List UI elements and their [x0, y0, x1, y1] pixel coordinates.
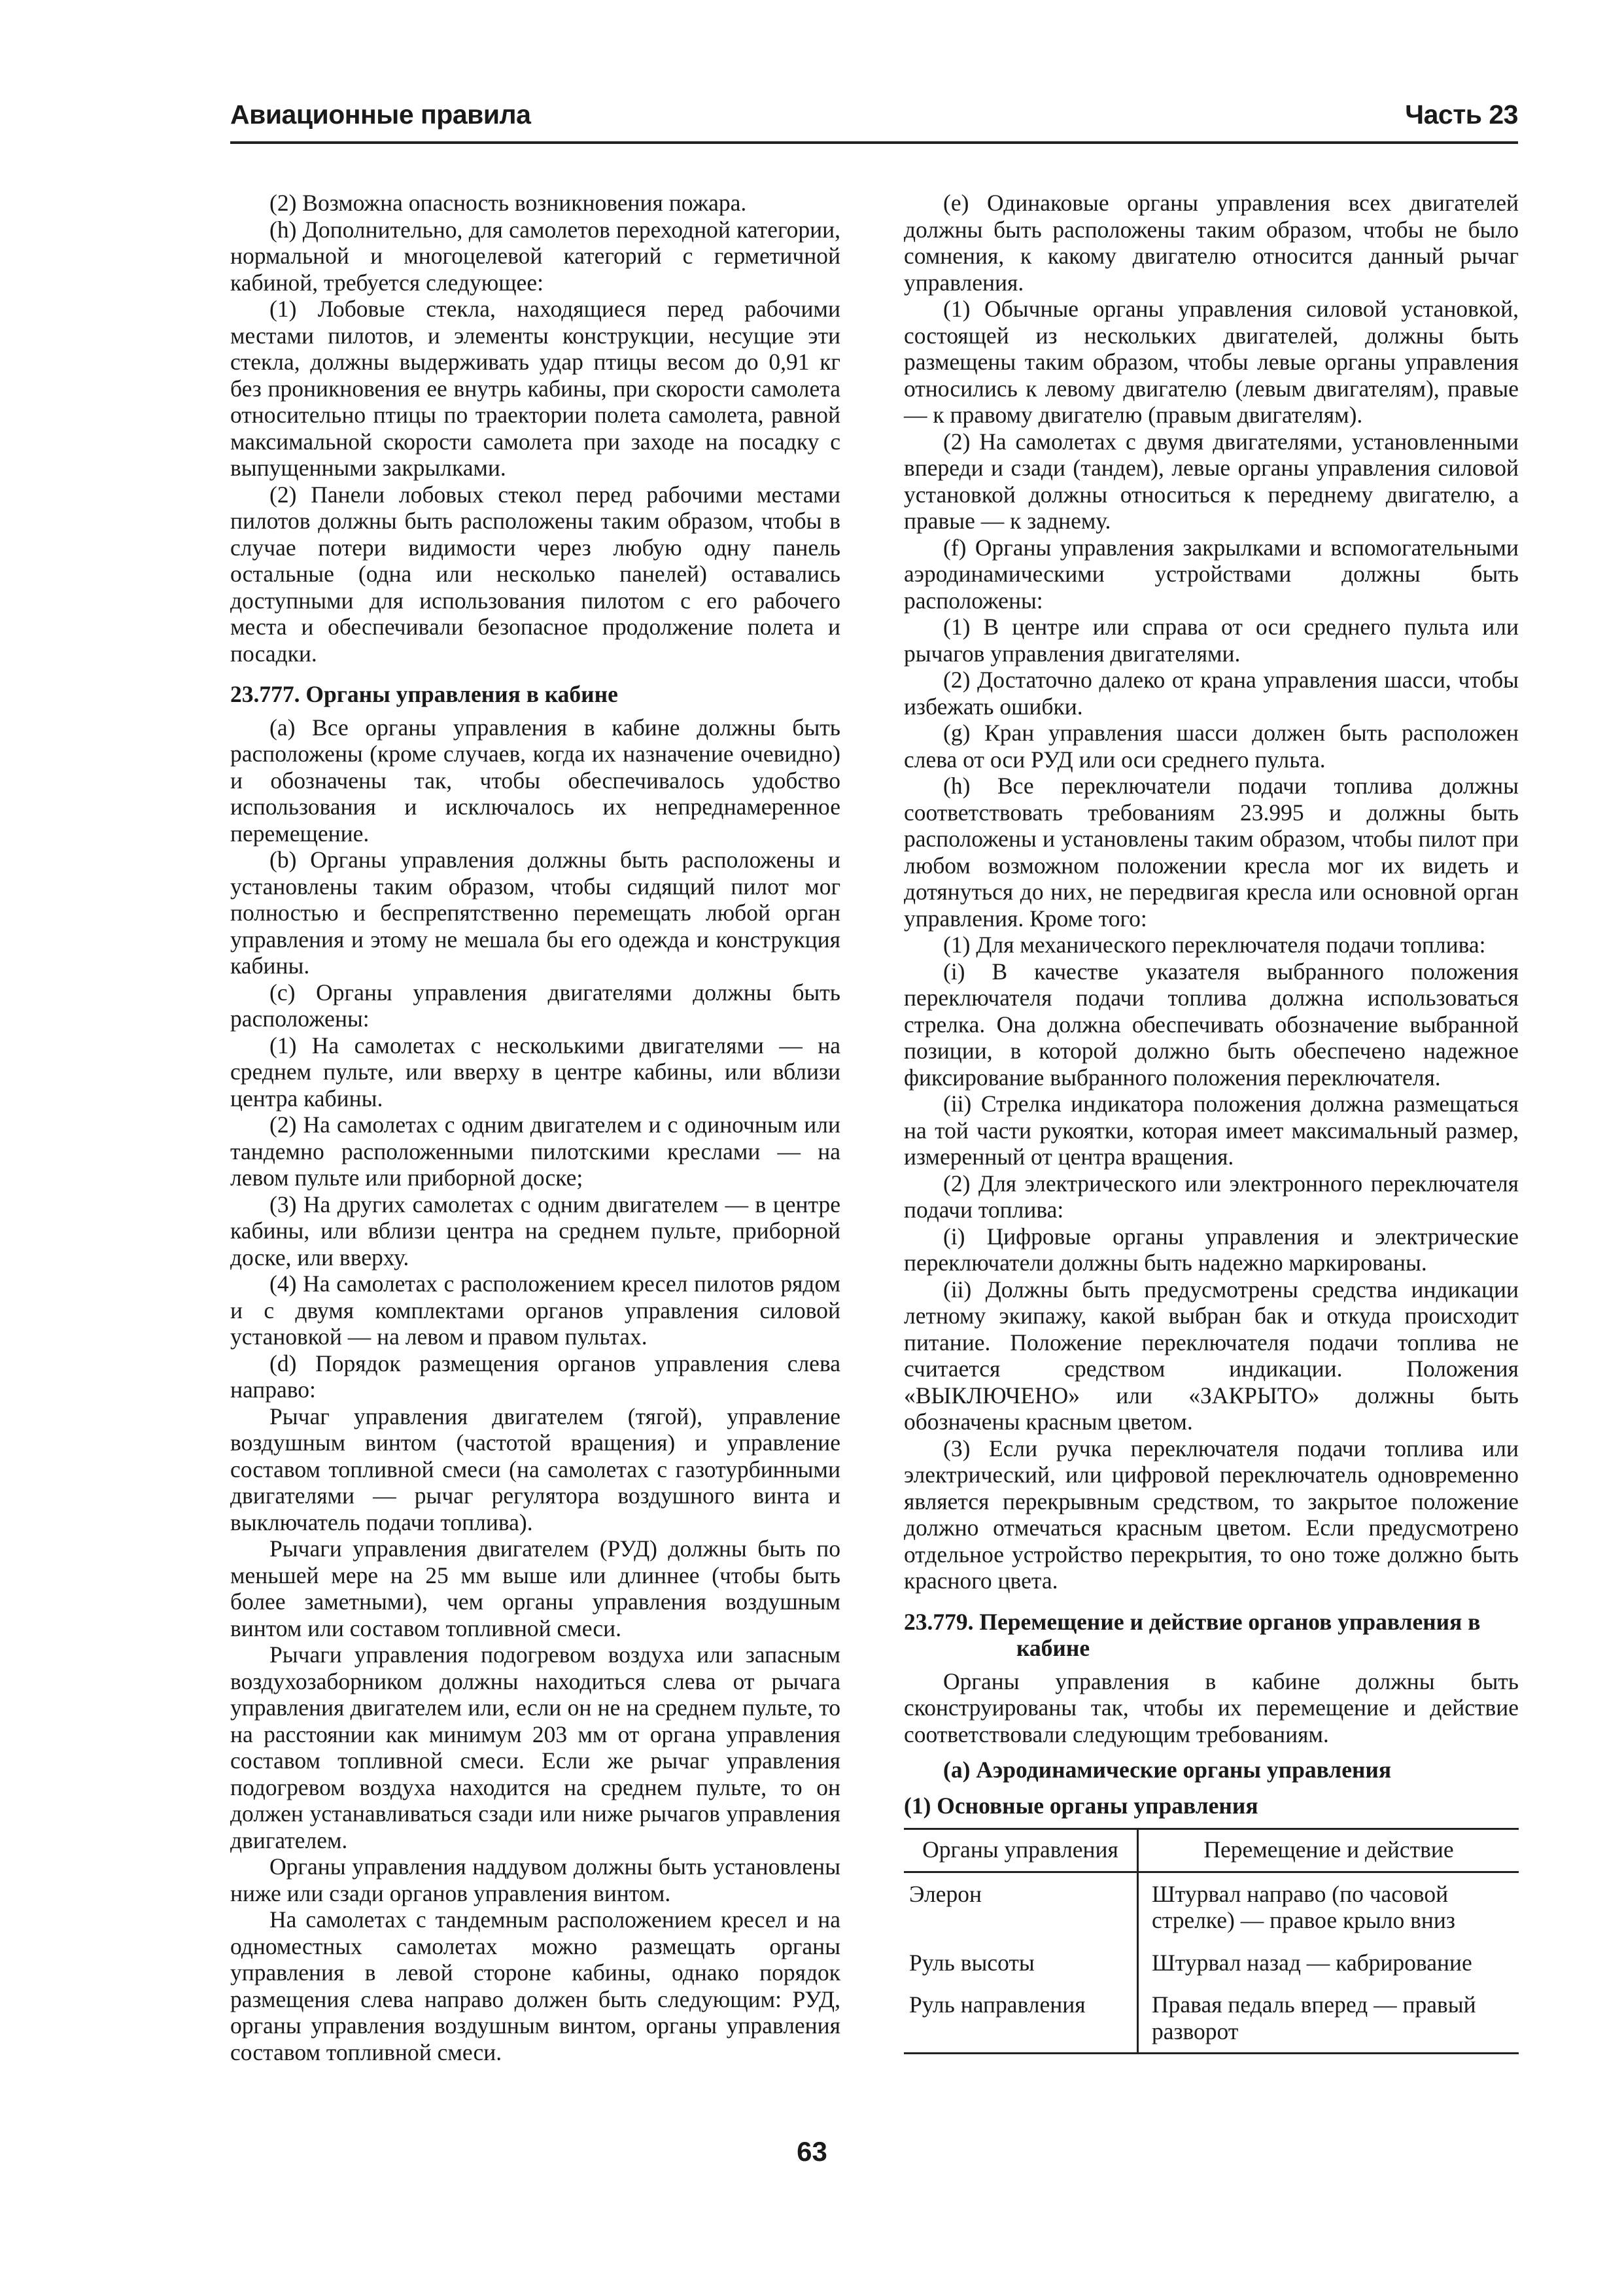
paragraph: (1) Для механического переключателя подачи топлива: — [943, 932, 1486, 958]
paragraph: (1) В центре или справа от оси среднего пульта или рычагов управления двигателями. — [904, 614, 1519, 667]
paragraph: (e) Одинаковые органы управления всех двигателей должны быть расположены таким образом, чтобы не было сомнения, к какому двигателю относится данный рычаг управления. — [904, 190, 1519, 296]
section-heading-23-779: 23.779. Перемещение и действие органов управления в кабине — [904, 1608, 1481, 1661]
subheading-aerodynamic-controls: (a) Аэродинамические органы управления — [943, 1757, 1392, 1783]
paragraph: (2) На самолетах с двумя двигателями, установленными впереди и сзади (тандем), левые органы управления силовой установкой должны относиться к переднему двигателю, а правые — к заднему. — [904, 428, 1519, 534]
paragraph: (c) Органы управления двигателями должны быть расположены: — [230, 979, 840, 1032]
table-cell: Руль направления — [904, 1984, 1138, 2054]
paragraph: (2) Для электрического или электронного переключателя подачи топлива: — [904, 1170, 1519, 1223]
paragraph: (ii) Должны быть предусмотрены средства индикации летному экипажу, какой выбран бак и откуда происходит питание. Положение переключателя подачи топлива не считается средством индикации. Положения «ВЫКЛЮЧЕНО» или «ЗАКРЫТО» должны быть обозначены красным цветом. — [904, 1276, 1519, 1435]
paragraph: (1) Обычные органы управления силовой установкой, состоящей из нескольких двигателей, должны быть размещены таким образом, чтобы левые органы управления относились к левому двигателю (левым двигателям), правые — к правому двигателю (правым двигателям). — [904, 296, 1519, 428]
paragraph: (f) Органы управления закрылками и вспомогательными аэродинамическими устройствами должны быть расположены: — [904, 534, 1519, 614]
subheading-primary-controls: (1) Основные органы управления — [904, 1792, 1258, 1819]
page-number: 63 — [797, 2136, 827, 2167]
paragraph: На самолетах с тандемным расположением кресел и на одноместных самолетах можно размещать органы управления в левой стороне кабины, однако порядок размещения слева направо должен быть следующим: РУД, органы управления воздушным винтом, органы управления составом топливной смеси. — [230, 1906, 840, 2065]
paragraph: (i) Цифровые органы управления и электрические переключатели должны быть надежно маркированы. — [904, 1223, 1519, 1276]
paragraph: Рычаг управления двигателем (тягой), управление воздушным винтом (частотой вращения) и управление составом топливной смеси (на самолетах с газотурбинными двигателями — рычаг регулятора воздушного винта и выключатель подачи топлива). — [230, 1403, 840, 1535]
table-cell: Элерон — [904, 1872, 1138, 1942]
table-row — [904, 1942, 1519, 1984]
paragraph: (3) На других самолетах с одним двигателем — в центре кабины, или вблизи центра на среднем пульте, приборной доске, или вверху. — [230, 1191, 840, 1270]
table-row — [904, 1984, 1519, 2054]
paragraph: (1) На самолетах с несколькими двигателями — на среднем пульте, или вверху в центре кабины, или вблизи центра кабины. — [230, 1032, 840, 1112]
table-cell: Штурвал направо (по часовой стрелке) — правое крыло вниз — [1152, 1880, 1455, 1933]
paragraph: (h) Все переключатели подачи топлива должны соответствовать требованиям 23.995 и должны быть расположены и установлены таким образом, чтобы пилот при любом возможном положении кресла мог их видеть и дотянуться до них, не передвигая кресла или основной орган управления. Кроме того: — [904, 773, 1519, 932]
paragraph: (4) На самолетах с расположением кресел пилотов рядом и с двумя комплектами органов управления силовой установкой — на левом и правом пультах. — [230, 1270, 840, 1350]
paragraph: (b) Органы управления должны быть расположены и установлены таким образом, чтобы сидящий пилот мог полностью и беспрепятственно перемещать любой орган управления и этому не мешала бы его одежда и конструкция кабины. — [230, 847, 840, 979]
running-header-title: Авиационные правила — [230, 99, 531, 130]
paragraph: Органы управления в кабине должны быть сконструированы так, чтобы их перемещение и действие соответствовали следующим требованиям. — [904, 1668, 1519, 1747]
header-rule — [230, 141, 1518, 144]
column-header: Органы управления — [904, 1829, 1138, 1872]
paragraph: Органы управления наддувом должны быть установлены ниже или сзади органов управления винтом. — [230, 1853, 840, 1906]
paragraph: (2) Достаточно далеко от крана управления шасси, чтобы избежать ошибки. — [904, 667, 1519, 720]
paragraph: (a) Все органы управления в кабине должны быть расположены (кроме случаев, когда их назначение очевидно) и обозначены так, чтобы обеспечивалось удобство использования и исключалось их непреднамеренное перемещение. — [230, 714, 840, 847]
paragraph: (3) Если ручка переключателя подачи топлива или электрический, или цифровой переключатель одновременно является перекрывным средством, то закрытое положение должно отмечаться красным цветом. Если предусмотрено отдельное устройство перекрытия, то оно тоже должно быть красного цвета. — [904, 1435, 1519, 1594]
paragraph: (1) Лобовые стекла, находящиеся перед рабочими местами пилотов, и элементы конструкции, несущие эти стекла, должны выдерживать удар птицы весом до 0,91 кг без проникновения ее внутрь кабины, при скорости самолета относительно птицы по траектории полета самолета, равной максимальной скорости самолета при заходе на посадку с выпущенными закрылками. — [230, 296, 840, 481]
paragraph: (2) Панели лобовых стекол перед рабочими местами пилотов должны быть расположены таким образом, чтобы в случае потери видимости через любую одну панель остальные (одна или несколько панелей) оставались доступными для использования пилотом с его рабочего места и обеспечивали безопасное продолжение полета и посадки. — [230, 481, 840, 667]
paragraph: (i) В качестве указателя выбранного положения переключателя подачи топлива должна использоваться стрелка. Она должна обеспечивать обозначение выбранной позиции, в которой должно быть обеспечено надежное фиксирование выбранного положения переключателя. — [904, 958, 1519, 1091]
paragraph: (2) Возможна опасность возникновения пожара. — [269, 190, 747, 216]
paragraph: (ii) Стрелка индикатора положения должна размещаться на той части рукоятки, которая имеет максимальный размер, измеренный от центра вращения. — [904, 1091, 1519, 1170]
section-heading-23-777: 23.777. Органы управления в кабине — [230, 681, 618, 707]
table-cell: Штурвал назад — кабрирование — [1152, 1949, 1472, 1976]
paragraph: (g) Кран управления шасси должен быть расположен слева от оси РУД или оси среднего пульта. — [904, 720, 1519, 773]
column-header: Перемещение и действие — [1138, 1829, 1519, 1872]
controls-table — [904, 1828, 1519, 2054]
running-header-part: Часть 23 — [1405, 99, 1518, 130]
paragraph: Рычаги управления подогревом воздуха или запасным воздухозаборником должны находиться слева от рычага управления двигателем или, если он не на среднем пульте, то на расстоянии как минимум 203 мм от органа управления составом топливной смеси. Если же рычаг управления подогревом воздуха находится на среднем пульте, то он должен устанавливаться сзади или ниже рычагов управления двигателем. — [230, 1641, 840, 1853]
paragraph: Рычаги управления двигателем (РУД) должны быть по меньшей мере на 25 мм выше или длиннее (чтобы быть более заметными), чем органы управления воздушным винтом или составом топливной смеси. — [230, 1535, 840, 1641]
table-header-row — [904, 1829, 1519, 1872]
table-cell: Правая педаль вперед — правый разворот — [1138, 1984, 1519, 2054]
paragraph: (d) Порядок размещения органов управления слева направо: — [230, 1350, 840, 1403]
paragraph: (h) Дополнительно, для самолетов переходной категории, нормальной и многоцелевой категорий с герметичной кабиной, требуется следующее: — [230, 216, 840, 296]
left-column — [230, 190, 840, 2065]
table-row — [904, 1872, 1519, 1942]
table-cell: Руль высоты — [904, 1942, 1138, 1984]
paragraph: (2) На самолетах с одним двигателем и с одиночным или тандемно расположенными пилотскими креслами — на левом пульте или приборной доске; — [230, 1112, 840, 1191]
right-column — [904, 190, 1519, 2054]
